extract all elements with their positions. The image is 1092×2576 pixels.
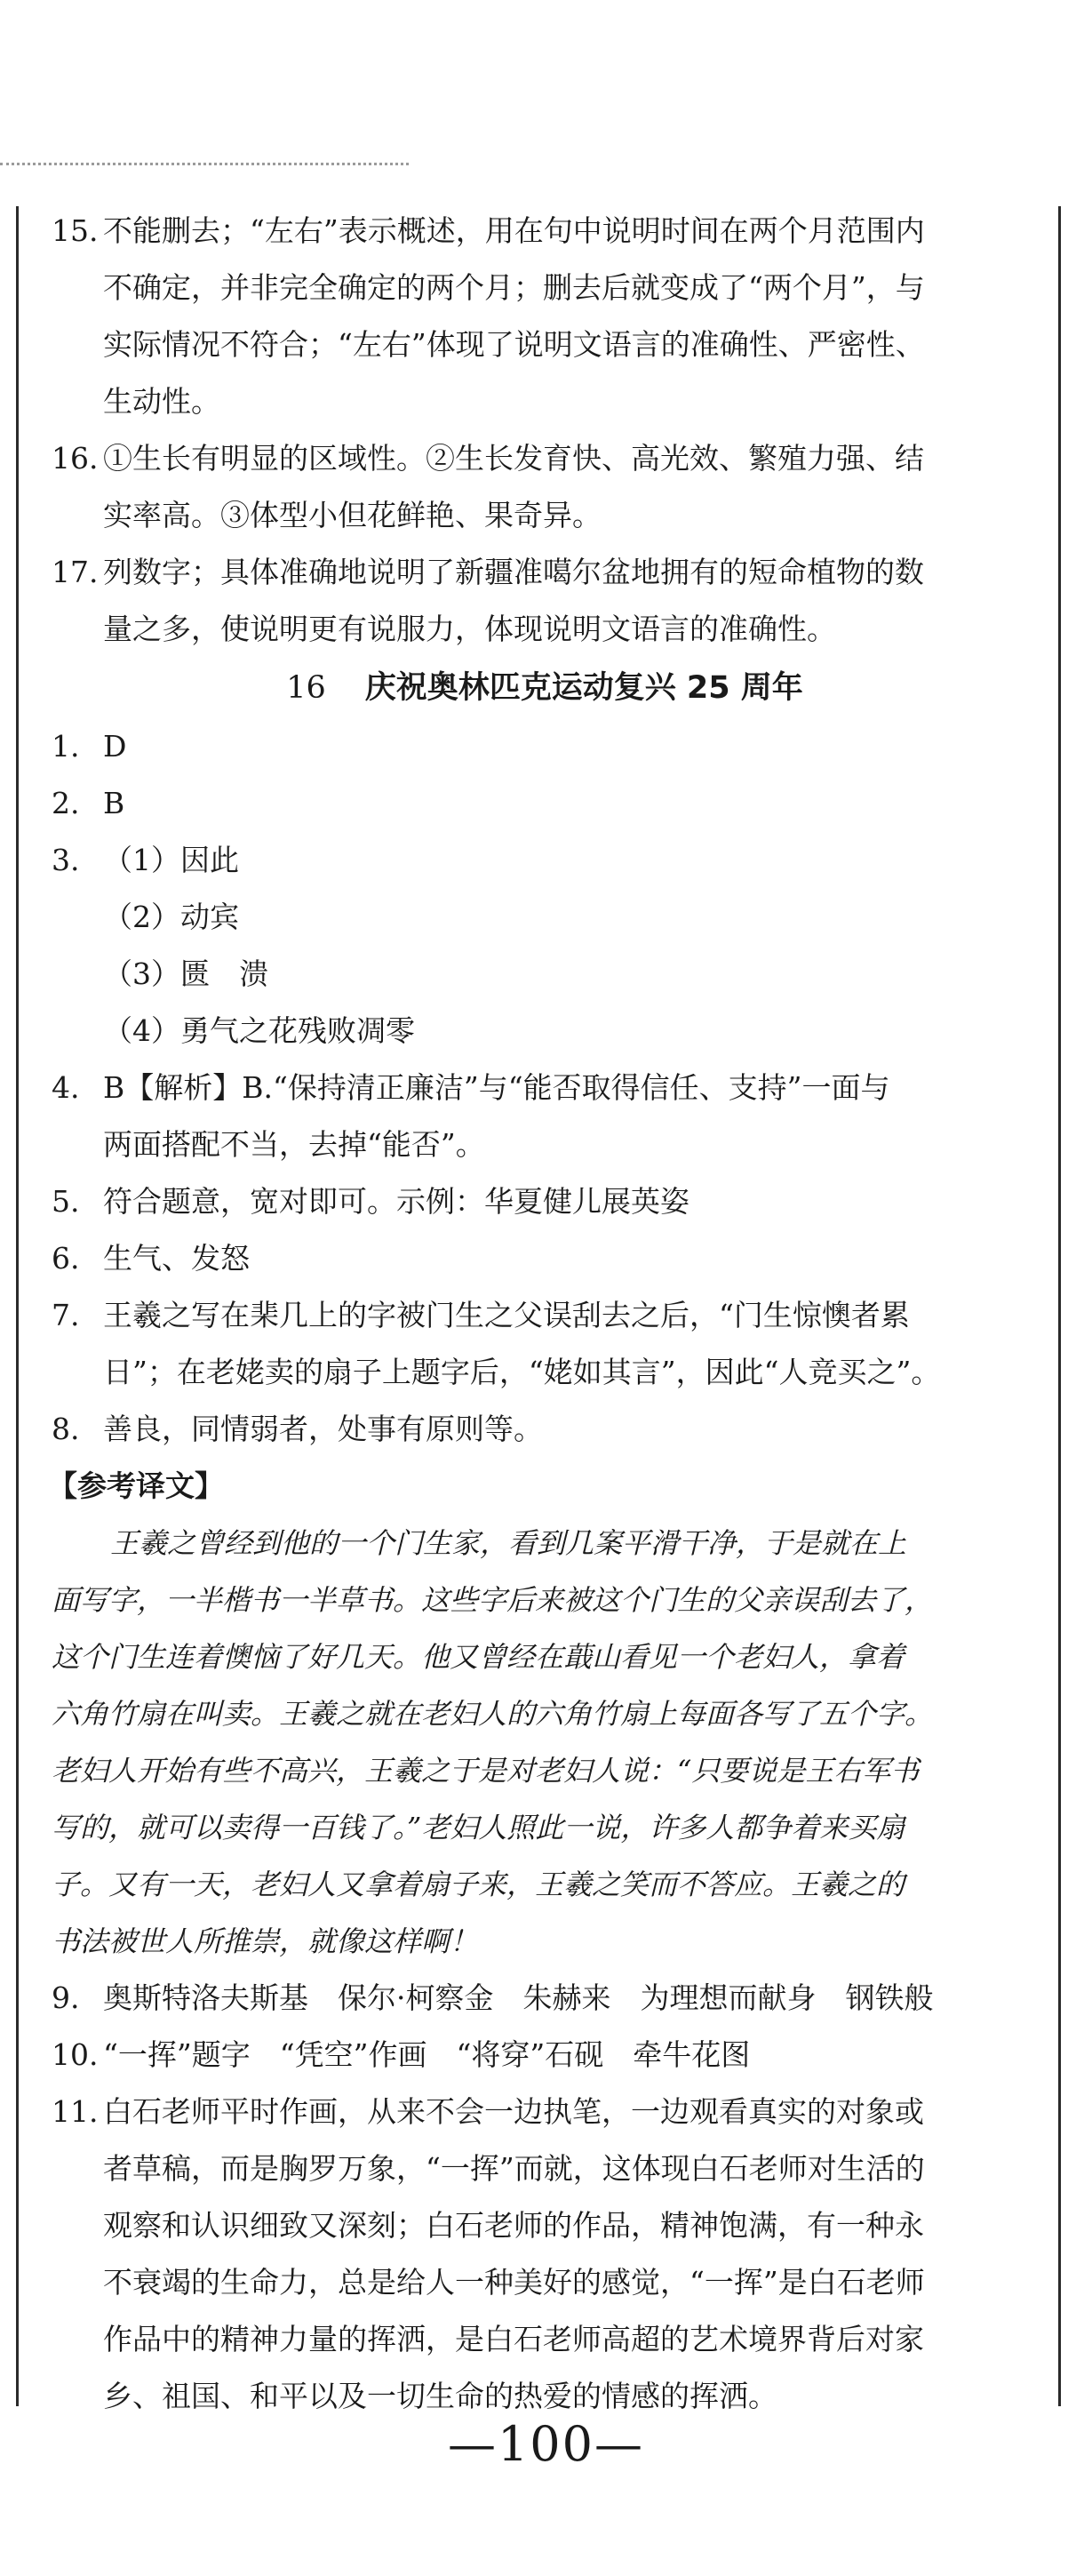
answer-item-15 (52, 203, 1047, 430)
item-number: 10. (52, 2037, 99, 2072)
item-number: 3. (52, 843, 80, 877)
item-number: 4. (52, 1070, 80, 1105)
reference-translation (52, 1515, 1047, 1970)
answer-line: ①生长有明显的区域性。②生长发育快、高光效、繁殖力强、结 (103, 441, 924, 476)
top-dotted-rule (0, 163, 409, 165)
item-number: 1. (52, 729, 80, 764)
answer-item-7 (52, 1287, 1047, 1401)
section-number: 16 (286, 670, 326, 706)
section-heading (43, 658, 1047, 718)
answer-line: 者草稿，而是胸罗万象，“一挥”而就，这体现白石老师对生活的 (103, 2151, 925, 2186)
item-number: 6. (52, 1241, 80, 1276)
answer-line: 不能删去；“左右”表示概述，用在句中说明时间在两个月范围内 (103, 213, 925, 248)
translation-line: 面写字，一半楷书一半草书。这些字后来被这个门生的父亲误刮去了， (52, 1583, 934, 1617)
translation-line: 王羲之曾经到他的一个门生家，看到几案平滑干净，于是就在上 (110, 1526, 907, 1560)
answer-line: 作品中的精神力量的挥洒，是白石老师高超的艺术境界背后对家 (103, 2322, 924, 2356)
reference-translation-heading: 【参考译文】 (48, 1468, 224, 1503)
answer-item-2 (52, 775, 1047, 832)
item-number: 11. (52, 2094, 99, 2129)
answer-item-17 (52, 544, 1047, 658)
answer-line: B (103, 786, 125, 820)
answer-item-4 (52, 1060, 1047, 1173)
answer-line: B【解析】B.“保持清正廉洁”与“能否取得信任、支持”一面与 (103, 1070, 890, 1105)
item-number: 9. (52, 1980, 80, 2015)
answer-line: 不确定，并非完全确定的两个月；删去后就变成了“两个月”，与 (103, 270, 925, 305)
answer-line: D (103, 729, 127, 764)
translation-line: 书法被世人所推崇，就像这样啊！ (52, 1924, 479, 1958)
item-number: 16. (52, 441, 99, 476)
section-title: 庆祝奥林匹克运动复兴 25 周年 (364, 670, 803, 706)
answer-line: 生动性。 (103, 384, 220, 419)
page-number: —100— (447, 2416, 645, 2472)
answer-line: 生气、发怒 (103, 1241, 250, 1276)
answer-item-11 (52, 2084, 1047, 2425)
answer-line: 乡、祖国、和平以及一切生命的热爱的情感的挥洒。 (103, 2379, 777, 2413)
answer-line: 实率高。③体型小但花鲜艳、果奇异。 (103, 498, 602, 532)
answer-line: （1）因此 (103, 843, 239, 877)
translation-line: 子。又有一天，老妇人又拿着扇子来，王羲之笑而不答应。王羲之的 (52, 1868, 905, 1901)
answer-line: 列数字；具体准确地说明了新疆准噶尔盆地拥有的短命植物的数 (103, 555, 924, 589)
item-number: 15. (52, 213, 99, 248)
answer-line: 实际情况不符合；“左右”体现了说明文语言的准确性、严密性、 (103, 327, 925, 362)
answer-item-8 (52, 1401, 1047, 1458)
item-number: 2. (52, 786, 80, 820)
answer-item-1 (52, 718, 1047, 775)
item-number: 17. (52, 555, 99, 589)
translation-line: 写的，就可以卖得一百钱了。”老妇人照此一说，许多人都争着来买扇 (52, 1811, 905, 1844)
answer-line: 善良，同情弱者，处事有原则等。 (103, 1412, 543, 1446)
answer-line: 两面搭配不当，去掉“能否”。 (103, 1127, 485, 1162)
item-number: 7. (52, 1298, 80, 1332)
answer-line: 符合题意，宽对即可。示例：华夏健儿展英姿 (103, 1184, 689, 1219)
translation-line: 这个门生连着懊恼了好几天。他又曾经在蕺山看见一个老妇人，拿着 (52, 1640, 905, 1674)
answer-subitem: （4）勇气之花残败凋零 (103, 1013, 415, 1048)
answer-line: “一挥”题字 “凭空”作画 “将穿”石砚 牵牛花图 (103, 2037, 751, 2072)
left-margin-line (16, 206, 19, 2406)
answer-item-16 (52, 430, 1047, 544)
right-margin-line (1058, 206, 1061, 2406)
translation-line: 老妇人开始有些不高兴，王羲之于是对老妇人说：“只要说是王右军书 (52, 1754, 920, 1788)
answer-line: 奥斯特洛夫斯基 保尔·柯察金 朱赫来 为理想而献身 钢铁般 (103, 1980, 934, 2015)
item-number: 5. (52, 1184, 80, 1219)
answer-item-5 (52, 1173, 1047, 1230)
answer-subitem: （3）匮 溃 (103, 956, 268, 991)
answer-line: 不衰竭的生命力，总是给人一种美好的感觉，“一挥”是白石老师 (103, 2265, 925, 2300)
item-number: 8. (52, 1412, 80, 1446)
answer-item-10 (52, 2027, 1047, 2084)
answer-content (48, 203, 1047, 2425)
answer-item-9 (52, 1970, 1047, 2027)
answer-line: 量之多，使说明更有说服力，体现说明文语言的准确性。 (103, 612, 836, 646)
translation-line: 六角竹扇在叫卖。王羲之就在老妇人的六角竹扇上每面各写了五个字。 (52, 1697, 934, 1731)
answer-subitem: （2）动宾 (103, 900, 239, 934)
answer-line: 白石老师平时作画，从来不会一边执笔，一边观看真实的对象或 (103, 2094, 924, 2129)
answer-item-6 (52, 1230, 1047, 1287)
answer-line: 日”；在老姥卖的扇子上题字后，“姥如其言”，因此“人竞买之”。 (103, 1355, 941, 1389)
answer-line: 王羲之写在棐几上的字被门生之父误刮去之后，“门生惊懊者累 (103, 1298, 910, 1332)
answer-line: 观察和认识细致又深刻；白石老师的作品，精神饱满，有一种永 (103, 2208, 924, 2243)
answer-item-3 (52, 832, 1047, 889)
